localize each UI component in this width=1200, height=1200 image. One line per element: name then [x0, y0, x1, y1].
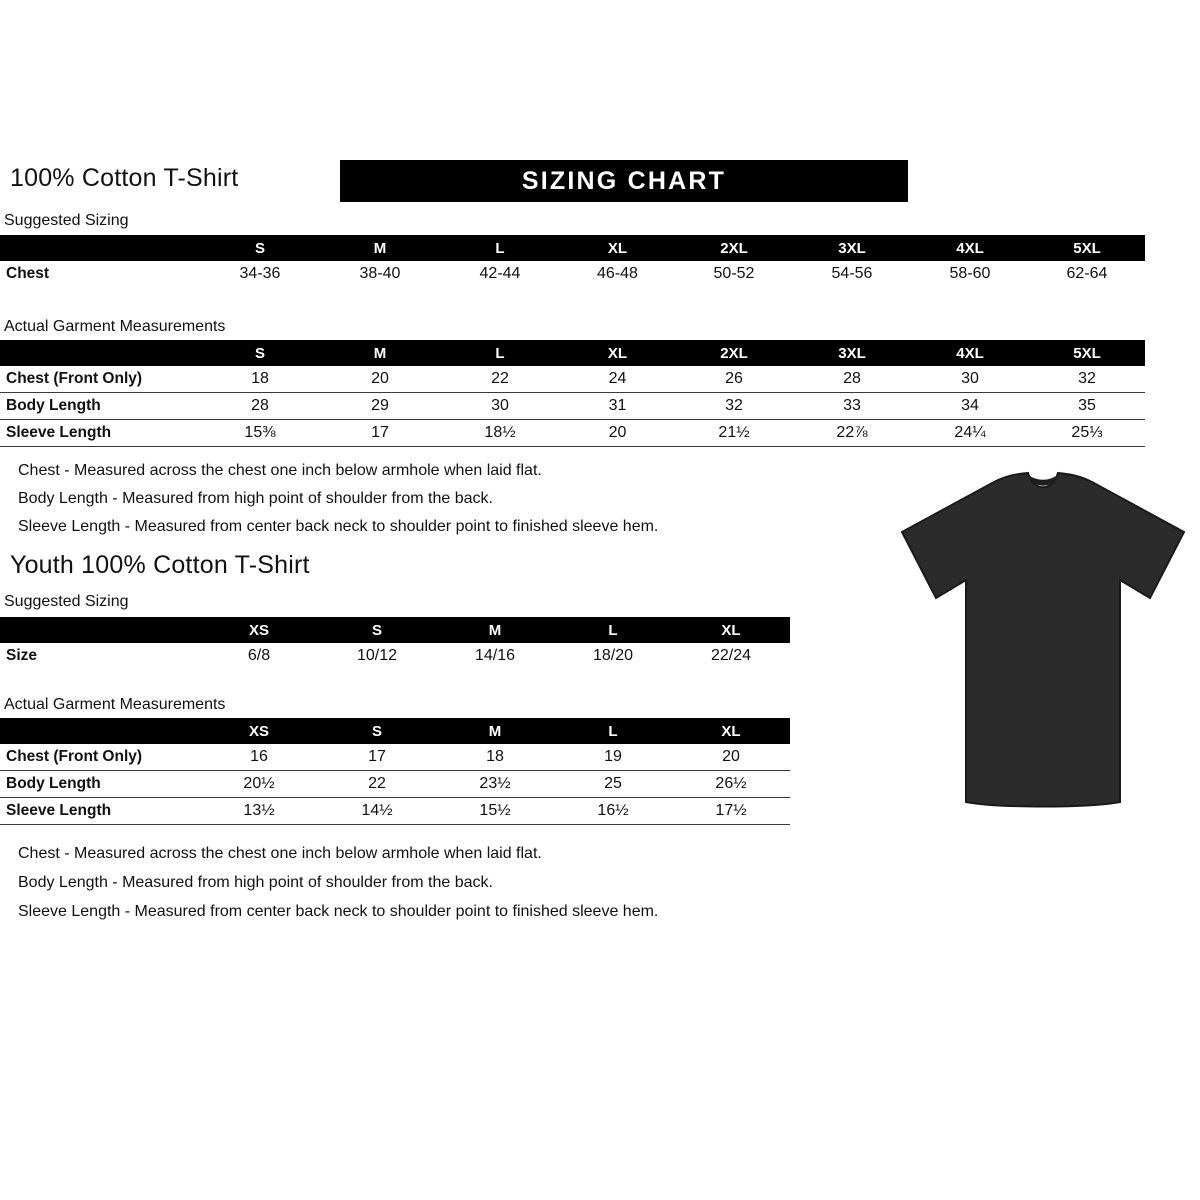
cell: 50-52 — [675, 261, 793, 287]
row-label: Size — [0, 643, 200, 669]
column-header: S — [254, 344, 265, 362]
table-row — [0, 420, 1145, 447]
cell: 17 — [318, 744, 436, 771]
cell: 58-60 — [911, 261, 1029, 287]
cell: 18½ — [440, 420, 560, 447]
column-header — [0, 718, 200, 744]
adult-section-title: 100% Cotton T-Shirt — [10, 164, 239, 192]
youth-note-chest: Chest - Measured across the chest one inch below armhole when laid flat. — [18, 845, 542, 862]
cell: 20 — [320, 366, 440, 393]
cell: 62-64 — [1029, 261, 1145, 287]
table-header-row — [0, 617, 790, 643]
cell: 34 — [911, 393, 1029, 420]
cell: 18/20 — [554, 643, 672, 669]
table-header-row — [0, 340, 1145, 366]
sizing-chart-banner-label: SIZING CHART — [521, 167, 727, 195]
column-header: 2XL — [720, 239, 748, 257]
column-header: M — [488, 722, 502, 740]
cell: 20 — [560, 420, 675, 447]
column-header: M — [373, 344, 387, 362]
cell: 32 — [1029, 366, 1145, 393]
cell: 29 — [320, 393, 440, 420]
column-header: 3XL — [838, 239, 866, 257]
cell: 18 — [200, 366, 320, 393]
row-label: Chest — [0, 261, 200, 287]
cell: 26 — [675, 366, 793, 393]
column-header: XS — [248, 621, 269, 639]
cell: 10/12 — [318, 643, 436, 669]
cell: 22 — [440, 366, 560, 393]
tshirt-illustration — [898, 470, 1188, 810]
cell: 20 — [672, 744, 790, 771]
column-header — [0, 617, 200, 643]
cell: 24 — [560, 366, 675, 393]
youth-note-body-length: Body Length - Measured from high point of shoulder from the back. — [18, 874, 493, 891]
table-header-row — [0, 718, 790, 744]
column-header: M — [373, 239, 387, 257]
youth-suggested-sizing-table — [0, 617, 790, 669]
cell: 21½ — [675, 420, 793, 447]
cell: 31 — [560, 393, 675, 420]
youth-actual-measurements-label: Actual Garment Measurements — [4, 696, 226, 713]
column-header: 5XL — [1073, 344, 1101, 362]
cell: 24¼ — [911, 420, 1029, 447]
column-header: S — [371, 621, 382, 639]
adult-note-sleeve-length: Sleeve Length - Measured from center back neck to shoulder point to finished sleeve hem. — [18, 518, 659, 535]
adult-actual-measurements-label: Actual Garment Measurements — [4, 318, 226, 335]
column-header: 3XL — [838, 344, 866, 362]
column-header — [0, 340, 200, 366]
column-header: 5XL — [1073, 239, 1101, 257]
cell: 25⅓ — [1029, 420, 1145, 447]
cell: 16½ — [554, 798, 672, 825]
cell: 35 — [1029, 393, 1145, 420]
column-header: L — [495, 344, 505, 362]
cell: 14½ — [318, 798, 436, 825]
cell: 16 — [200, 744, 318, 771]
column-header: 4XL — [956, 344, 984, 362]
table-row — [0, 744, 790, 771]
cell: 6/8 — [200, 643, 318, 669]
cell: 17 — [320, 420, 440, 447]
table-row — [0, 771, 790, 798]
cell: 30 — [911, 366, 1029, 393]
table-header-row — [0, 235, 1145, 261]
column-header: L — [495, 239, 505, 257]
cell: 30 — [440, 393, 560, 420]
cell: 15⅜ — [200, 420, 320, 447]
adult-actual-measurements-table — [0, 340, 1145, 447]
cell: 46-48 — [560, 261, 675, 287]
cell: 15½ — [436, 798, 554, 825]
cell: 54-56 — [793, 261, 911, 287]
column-header: S — [371, 722, 382, 740]
adult-note-chest: Chest - Measured across the chest one inch below armhole when laid flat. — [18, 462, 542, 479]
column-header: M — [488, 621, 502, 639]
adult-suggested-sizing-label: Suggested Sizing — [4, 212, 129, 229]
youth-suggested-sizing-label: Suggested Sizing — [4, 593, 129, 610]
table-row — [0, 261, 1145, 287]
cell: 26½ — [672, 771, 790, 798]
column-header: XL — [721, 722, 741, 740]
cell: 34-36 — [200, 261, 320, 287]
cell: 28 — [200, 393, 320, 420]
cell: 20½ — [200, 771, 318, 798]
column-header: XL — [607, 239, 628, 257]
youth-section-title: Youth 100% Cotton T-Shirt — [10, 551, 310, 579]
cell: 19 — [554, 744, 672, 771]
cell: 22⅞ — [793, 420, 911, 447]
cell: 25 — [554, 771, 672, 798]
row-label: Chest (Front Only) — [0, 366, 200, 393]
row-label: Body Length — [0, 393, 200, 420]
cell: 42-44 — [440, 261, 560, 287]
sizing-chart-banner — [340, 160, 908, 202]
cell: 33 — [793, 393, 911, 420]
column-header — [0, 235, 200, 261]
youth-note-sleeve-length: Sleeve Length - Measured from center back neck to shoulder point to finished sleeve hem. — [18, 903, 659, 920]
tshirt-body-shape — [902, 473, 1184, 807]
cell: 17½ — [672, 798, 790, 825]
table-row — [0, 393, 1145, 420]
row-label: Sleeve Length — [0, 420, 200, 447]
row-label: Body Length — [0, 771, 200, 798]
cell: 38-40 — [320, 261, 440, 287]
column-header: XS — [248, 722, 269, 740]
column-header: XL — [721, 621, 741, 639]
column-header: S — [254, 239, 265, 257]
column-header: 2XL — [720, 344, 748, 362]
cell: 22/24 — [672, 643, 790, 669]
cell: 23½ — [436, 771, 554, 798]
cell: 13½ — [200, 798, 318, 825]
column-header: L — [608, 722, 618, 740]
cell: 28 — [793, 366, 911, 393]
youth-actual-measurements-table — [0, 718, 790, 825]
cell: 14/16 — [436, 643, 554, 669]
cell: 18 — [436, 744, 554, 771]
column-header: XL — [607, 344, 628, 362]
cell: 32 — [675, 393, 793, 420]
table-row — [0, 366, 1145, 393]
adult-suggested-sizing-table — [0, 235, 1145, 287]
column-header: L — [608, 621, 618, 639]
table-row — [0, 798, 790, 825]
cell: 22 — [318, 771, 436, 798]
adult-note-body-length: Body Length - Measured from high point of shoulder from the back. — [18, 490, 493, 507]
row-label: Sleeve Length — [0, 798, 200, 825]
column-header: 4XL — [956, 239, 984, 257]
row-label: Chest (Front Only) — [0, 744, 200, 771]
table-row — [0, 643, 790, 669]
